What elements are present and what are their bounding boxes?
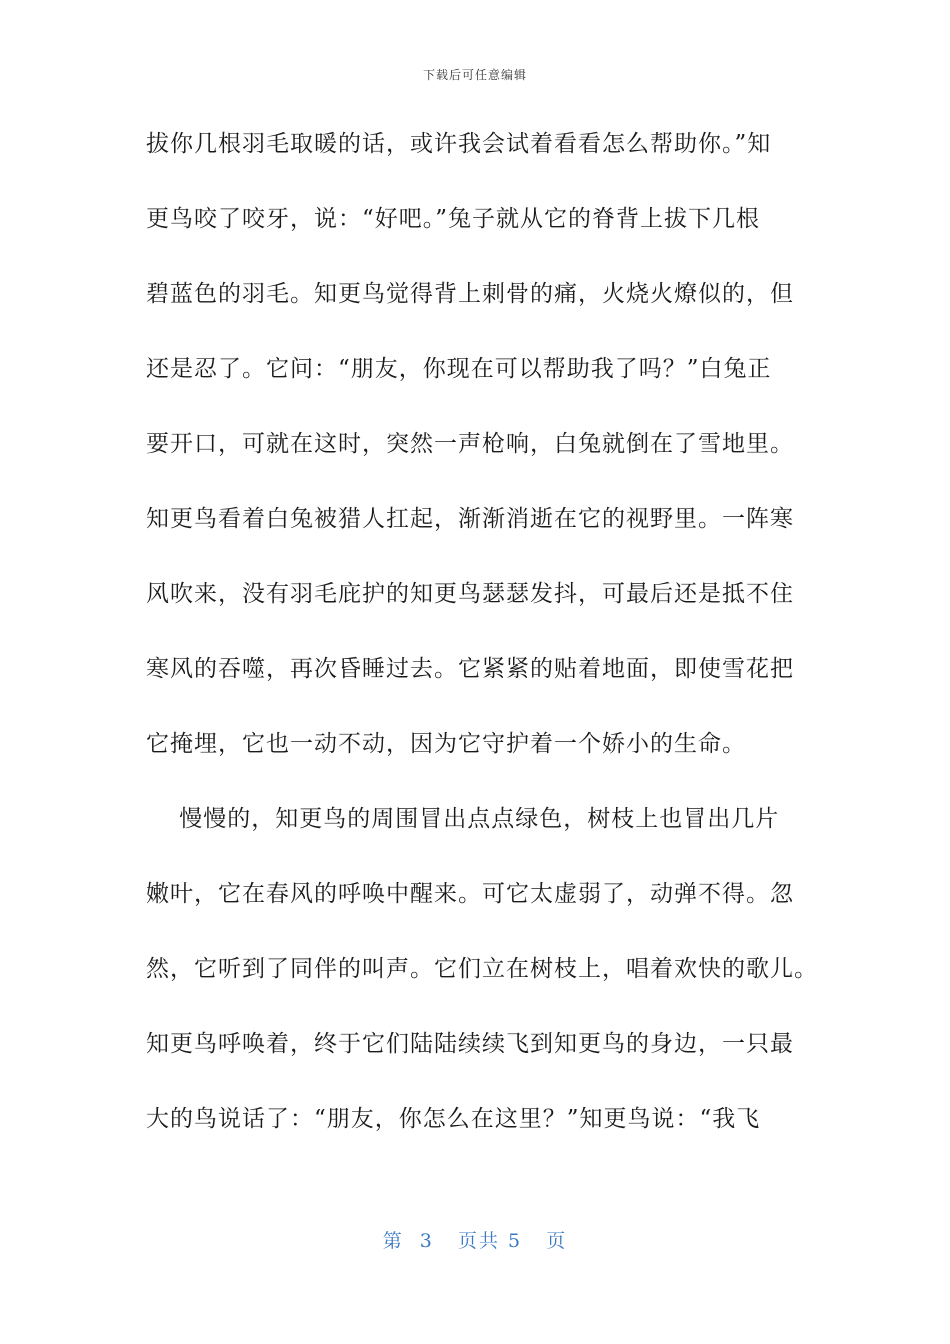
document-body [146, 124, 818, 1174]
text-line: 碧蓝色的羽毛。知更鸟觉得背上刺骨的痛，火烧火燎似的，但 [146, 281, 794, 307]
text-line: 大的鸟说话了：“朋友，你怎么在这里？”知更鸟说：“我飞 [146, 1106, 761, 1132]
text-line: 要开口，可就在这时，突然一声枪响，白兔就倒在了雪地里。 [146, 431, 794, 457]
text-line: 知更鸟看着白兔被猎人扛起，渐渐消逝在它的视野里。一阵寒 [146, 506, 794, 532]
page-header: 下载后可任意编辑 [422, 68, 527, 82]
text-line: 然，它听到了同伴的叫声。它们立在树枝上，唱着欢快的歌儿。 [146, 956, 818, 982]
text-line: 风吹来，没有羽毛庇护的知更鸟瑟瑟发抖，可最后还是抵不住 [146, 581, 794, 607]
text-line: 更鸟咬了咬牙，说：“好吧。”兔子就从它的脊背上拔下几根 [146, 206, 761, 232]
text-line: 慢慢的，知更鸟的周围冒出点点绿色，树枝上也冒出几片 [146, 806, 780, 832]
text-line: 寒风的吞噬，再次昏睡过去。它紧紧的贴着地面，即使雪花把 [146, 656, 794, 682]
text-line: 嫩叶，它在春风的呼唤中醒来。可它太虚弱了，动弹不得。忽 [146, 881, 794, 907]
page-number: 第 3 页共 5 页 [382, 1230, 568, 1252]
text-line: 它掩埋，它也一动不动，因为它守护着一个娇小的生命。 [146, 731, 746, 757]
text-line: 拔你几根羽毛取暖的话，或许我会试着看看怎么帮助你。”知 [146, 131, 772, 157]
text-line: 知更鸟呼唤着，终于它们陆陆续续飞到知更鸟的身边，一只最 [146, 1031, 794, 1057]
text-line: 还是忍了。它问：“朋友，你现在可以帮助我了吗？”白兔正 [146, 356, 772, 382]
